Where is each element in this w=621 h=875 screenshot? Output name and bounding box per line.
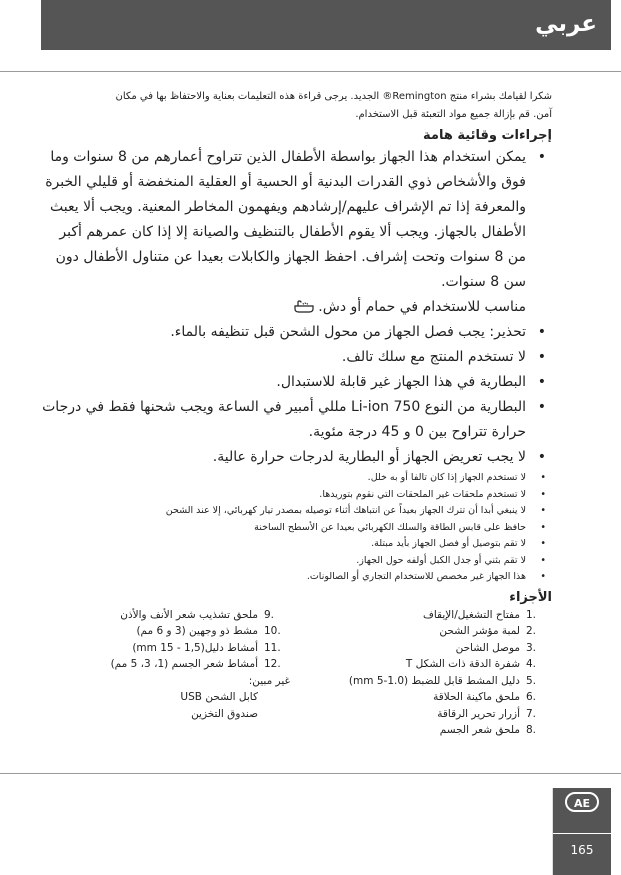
safety-small-item: • هذا الجهاز غير مخصص للاستخدام التجاري أو الصالونات.: [40, 569, 552, 586]
parts-column-left: [40, 607, 290, 723]
safety-item: • البطارية من النوع Li-ion 750 مللي أمبير في الساعة ويجب شحنها فقط في درجات حرارة تتراوح بين 0 و 45 درجة مئوية.: [40, 395, 552, 445]
safety-list: [40, 145, 552, 470]
part-item: 12. أمشاط شعر الجسم (1، 3، 5 مم): [110, 658, 281, 670]
part-item: 4. شفرة الدقة ذات الشكل T: [405, 658, 537, 670]
intro-line-2: آمن. قم بإزالة جميع مواد التعبئة قبل الاستخدام.: [355, 109, 552, 120]
not-shown-item: كابل الشحن USB: [180, 691, 258, 703]
not-shown-item: صندوق التخزين: [191, 707, 258, 720]
part-item: 7. أزرار تحرير الرقاقة: [437, 707, 537, 720]
safety-small-item: • لا تقم بتوصيل أو فصل الجهاز بأيد مبتلة.: [40, 536, 552, 553]
safety-small-item: • لا تقم بثني أو جدل الكبل أولفه حول الجهاز.: [40, 553, 552, 570]
intro-line-1: شكرا لقيامك بشراء منتج Remington® الجديد. يرجى قراءة هذه التعليمات بعناية والاحتفاظ بها في مكان: [115, 91, 552, 102]
safety-small-item: • لا تستخدم ملحقات غير الملحقات التي نقوم بتوريدها.: [40, 487, 552, 504]
not-shown-label: غير مبين:: [248, 674, 290, 687]
part-item: 1. مفتاح التشغيل/الإيقاف: [422, 608, 537, 621]
bathtub-icon: [294, 300, 314, 314]
part-item: 5. دليل المشط قابل للضبط (1.0-5 mm): [348, 674, 537, 687]
part-item: 10. مشط ذو وجهين (3 و 6 مم): [136, 625, 281, 637]
safety-heading: إجراءات وقائية هامة: [423, 128, 552, 143]
safety-small-item: • حافظ على قابس الطاقة والسلك الكهربائي بعيدا عن الأسطح الساخنة: [40, 520, 552, 537]
footer-rule: [0, 773, 621, 774]
page-number: 165: [570, 843, 594, 857]
part-item: 11. أمشاط دليل(mm 15 - 1,5): [132, 641, 281, 654]
part-item: 3. موصل الشاحن: [455, 641, 537, 654]
manual-content: [40, 88, 552, 736]
safety-item: • تحذير: يجب فصل الجهاز من محول الشحن قبل تنظيفه بالماء.: [40, 320, 552, 345]
safety-item: • يمكن استخدام هذا الجهاز بواسطة الأطفال الذين تتراوح أعمارهم من 8 سنوات وما فوق والأشخاص ذوي القدرات البدنية أو الحسية أو العقلية المنخفضة أو قليلي الخبرة والمعرفة إذا تم الإشراف عليهم/إرشادهم ويفهمون المخاطر المعنية. ويجب ألا يعبث الأطفال بالجهاز. ويجب ألا يقوم الأطفال بالتنظيف والصيانة إلا إذا كان عمرهم أكبر من 8 سنوات وتحت إشراف. احفظ الجهاز والكابلات بعيدا عن متناول الأطفال دون سن 8 سنوات.: [40, 145, 552, 295]
safety-small-list: [40, 470, 552, 586]
language-title: عربي: [535, 11, 597, 37]
safety-item: • لا يجب تعريض الجهاز أو البطارية لدرجات حرارة عالية.: [40, 445, 552, 470]
parts-column-right: [302, 607, 552, 739]
safety-small-item: • لا ينبغي أبدا أن تترك الجهاز بعيداً عن انتباهك أثناء توصيله بمصدر تيار كهربائي، إلا عند الشحن: [40, 503, 552, 520]
parts-heading: الأجزاء: [509, 589, 552, 605]
language-header-bar: [41, 0, 611, 50]
language-badge: AE: [565, 792, 599, 812]
part-item: 2. لمبة مؤشر الشحن: [439, 625, 537, 637]
part-item: 8. ملحق شعر الجسم: [439, 724, 537, 736]
safety-item: • البطارية في هذا الجهاز غير قابلة للاستبدال.: [40, 370, 552, 395]
header-rule: [0, 71, 621, 72]
parts-list: [40, 607, 552, 736]
safety-item: • لا تستخدم المنتج مع سلك تالف.: [40, 345, 552, 370]
safety-small-item: • لا تستخدم الجهاز إذا كان تالفا أو به خلل.: [40, 470, 552, 487]
part-item: 9. ملحق تشذيب شعر الأنف والأذن: [120, 608, 275, 621]
part-item: 6. ملحق ماكينة الحلاقة: [433, 691, 537, 703]
safety-item-shower: مناسب للاستخدام في حمام أو دش.: [40, 295, 552, 320]
